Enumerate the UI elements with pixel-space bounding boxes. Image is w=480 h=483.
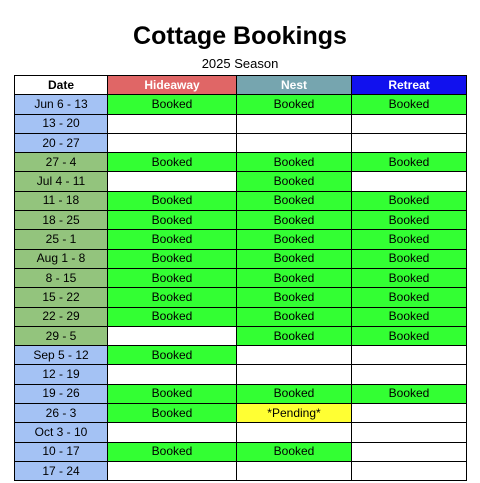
cell-nest[interactable]: Booked [237, 326, 352, 345]
date-cell[interactable]: Sep 5 - 12 [15, 346, 108, 365]
cell-hideaway[interactable]: Booked [108, 442, 237, 461]
table-row [15, 384, 467, 403]
table-row [15, 268, 467, 287]
cell-nest[interactable] [237, 461, 352, 480]
date-cell[interactable]: 17 - 24 [15, 461, 108, 480]
table-row [15, 153, 467, 172]
date-cell[interactable]: 27 - 4 [15, 153, 108, 172]
date-cell[interactable]: 29 - 5 [15, 326, 108, 345]
cell-hideaway[interactable] [108, 365, 237, 384]
cell-nest[interactable]: *Pending* [237, 404, 352, 423]
cell-retreat[interactable] [352, 133, 467, 152]
cell-nest[interactable]: Booked [237, 211, 352, 230]
cell-nest[interactable]: Booked [237, 442, 352, 461]
cell-retreat[interactable]: Booked [352, 268, 467, 287]
cell-hideaway[interactable]: Booked [108, 384, 237, 403]
table-row [15, 249, 467, 268]
cell-hideaway[interactable] [108, 133, 237, 152]
table-row [15, 211, 467, 230]
table-row [15, 288, 467, 307]
cell-retreat[interactable]: Booked [352, 307, 467, 326]
cell-hideaway[interactable] [108, 114, 237, 133]
cell-retreat[interactable]: Booked [352, 384, 467, 403]
cell-retreat[interactable]: Booked [352, 249, 467, 268]
header-row [15, 76, 467, 95]
date-cell[interactable]: 13 - 20 [15, 114, 108, 133]
cell-hideaway[interactable] [108, 423, 237, 442]
cell-retreat[interactable] [352, 346, 467, 365]
cell-retreat[interactable]: Booked [352, 211, 467, 230]
header-nest[interactable]: Nest [237, 76, 352, 95]
cell-nest[interactable]: Booked [237, 268, 352, 287]
date-cell[interactable]: 8 - 15 [15, 268, 108, 287]
date-cell[interactable]: Oct 3 - 10 [15, 423, 108, 442]
table-row [15, 346, 467, 365]
date-cell[interactable]: Aug 1 - 8 [15, 249, 108, 268]
date-cell[interactable]: Jul 4 - 11 [15, 172, 108, 191]
cell-nest[interactable] [237, 365, 352, 384]
page-subtitle: 2025 Season [201, 56, 279, 71]
date-cell[interactable]: 25 - 1 [15, 230, 108, 249]
cell-retreat[interactable] [352, 423, 467, 442]
cell-retreat[interactable] [352, 172, 467, 191]
cell-retreat[interactable] [352, 365, 467, 384]
cell-nest[interactable]: Booked [237, 288, 352, 307]
table-row [15, 172, 467, 191]
cell-retreat[interactable]: Booked [352, 191, 467, 210]
cell-nest[interactable] [237, 133, 352, 152]
cell-hideaway[interactable] [108, 461, 237, 480]
cell-hideaway[interactable]: Booked [108, 268, 237, 287]
date-cell[interactable]: 12 - 19 [15, 365, 108, 384]
table-row [15, 404, 467, 423]
cell-nest[interactable]: Booked [237, 153, 352, 172]
cell-hideaway[interactable]: Booked [108, 153, 237, 172]
date-cell[interactable]: 22 - 29 [15, 307, 108, 326]
cell-retreat[interactable] [352, 442, 467, 461]
date-cell[interactable]: 18 - 25 [15, 211, 108, 230]
date-cell[interactable]: 19 - 26 [15, 384, 108, 403]
cell-nest[interactable]: Booked [237, 249, 352, 268]
table-row [15, 365, 467, 384]
cell-nest[interactable]: Booked [237, 172, 352, 191]
cell-hideaway[interactable]: Booked [108, 191, 237, 210]
table-row [15, 442, 467, 461]
table-row [15, 326, 467, 345]
header-retreat[interactable]: Retreat [352, 76, 467, 95]
table-row [15, 133, 467, 152]
table-row [15, 230, 467, 249]
cell-nest[interactable] [237, 114, 352, 133]
bookings-body [15, 95, 467, 481]
page-title: Cottage Bookings [133, 22, 347, 50]
cell-nest[interactable] [237, 346, 352, 365]
cell-retreat[interactable]: Booked [352, 230, 467, 249]
table-row [15, 307, 467, 326]
cell-nest[interactable]: Booked [237, 384, 352, 403]
cell-nest[interactable]: Booked [237, 95, 352, 114]
cell-hideaway[interactable]: Booked [108, 346, 237, 365]
table-row [15, 114, 467, 133]
date-cell[interactable]: Jun 6 - 13 [15, 95, 108, 114]
header-date[interactable]: Date [15, 76, 108, 95]
cell-hideaway[interactable]: Booked [108, 307, 237, 326]
cell-nest[interactable]: Booked [237, 191, 352, 210]
date-cell[interactable]: 11 - 18 [15, 191, 108, 210]
table-row [15, 95, 467, 114]
cell-nest[interactable] [237, 423, 352, 442]
cell-retreat[interactable]: Booked [352, 288, 467, 307]
cell-hideaway[interactable] [108, 172, 237, 191]
table-row [15, 423, 467, 442]
cell-nest[interactable]: Booked [237, 307, 352, 326]
cell-retreat[interactable] [352, 114, 467, 133]
table-row [15, 191, 467, 210]
cell-retreat[interactable]: Booked [352, 95, 467, 114]
cell-retreat[interactable] [352, 461, 467, 480]
cell-retreat[interactable] [352, 404, 467, 423]
cell-hideaway[interactable]: Booked [108, 211, 237, 230]
date-cell[interactable]: 26 - 3 [15, 404, 108, 423]
bookings-table [14, 75, 467, 481]
cell-retreat[interactable]: Booked [352, 326, 467, 345]
cell-retreat[interactable]: Booked [352, 153, 467, 172]
header-hideaway[interactable]: Hideaway [108, 76, 237, 95]
date-cell[interactable]: 15 - 22 [15, 288, 108, 307]
date-cell[interactable]: 10 - 17 [15, 442, 108, 461]
date-cell[interactable]: 20 - 27 [15, 133, 108, 152]
cell-hideaway[interactable]: Booked [108, 249, 237, 268]
table-row [15, 461, 467, 480]
cell-nest[interactable]: Booked [237, 230, 352, 249]
cell-hideaway[interactable]: Booked [108, 95, 237, 114]
cell-hideaway[interactable]: Booked [108, 230, 237, 249]
cell-hideaway[interactable]: Booked [108, 404, 237, 423]
cell-hideaway[interactable] [108, 326, 237, 345]
cell-hideaway[interactable]: Booked [108, 288, 237, 307]
